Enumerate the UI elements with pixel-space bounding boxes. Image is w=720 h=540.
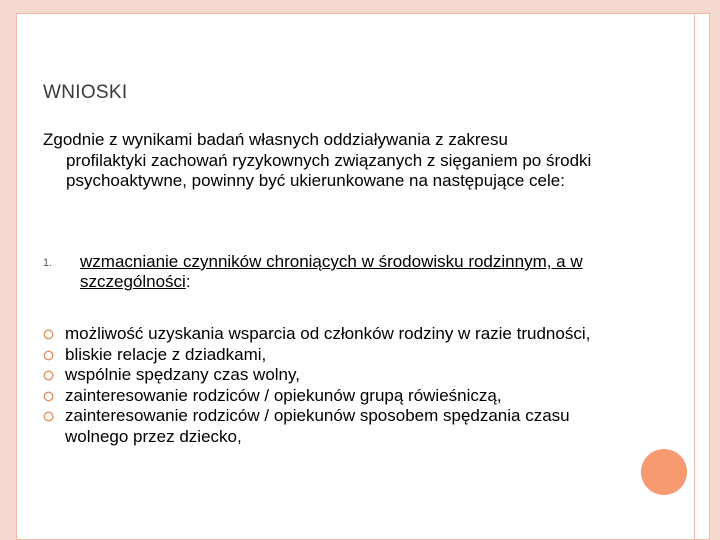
circle-outline-icon: [43, 391, 54, 402]
bullet-text: wspólnie spędzany czas wolny,: [65, 365, 300, 384]
numbered-item-text: [80, 252, 600, 292]
circle-outline-icon: [43, 370, 54, 381]
bullet-text: możliwość uzyskania wsparcia od członków rodziny w razie trudności,: [65, 324, 591, 343]
intro-continuation: profilaktyki zachowań ryzykownych związanych z sięganiem po środki psychoaktywne, powinny być ukierunkowane na następujące cele:: [66, 150, 592, 190]
circle-outline-icon: [43, 329, 54, 340]
slide-title: WNIOSKI: [43, 82, 128, 103]
bullet-text: zainteresowanie rodziców / opiekunów grupą rówieśniczą,: [65, 385, 502, 405]
circle-outline-icon: [43, 411, 54, 422]
list-item: [43, 365, 623, 386]
bullet-list: [43, 324, 623, 447]
filled-circle-icon: [641, 449, 687, 495]
bullet-text: zainteresowanie rodziców / opiekunów sposobem spędzania czasu wolnego przez dziecko,: [65, 406, 570, 446]
bullet-text: bliskie relacje z dziadkami,: [65, 344, 267, 364]
intro-paragraph: [43, 130, 613, 192]
frame-top-border: [0, 0, 720, 13]
frame-right-border: [710, 0, 720, 540]
list-item: [43, 324, 623, 345]
intro-first-line: Zgodnie z wynikami badań własnych oddziaływania z zakresu: [43, 130, 508, 149]
list-number: 1.: [43, 257, 53, 269]
frame-vertical-line: [694, 13, 695, 540]
list-item: [43, 386, 623, 407]
list-item: [43, 345, 623, 366]
numbered-item-tail: :: [185, 272, 191, 291]
circle-outline-icon: [43, 350, 54, 361]
numbered-item-underlined-text: wzmacnianie czynników chroniących w środowisku rodzinnym, a w szczególności: [80, 252, 583, 291]
frame-left-border: [0, 0, 16, 540]
list-item: [43, 406, 623, 447]
